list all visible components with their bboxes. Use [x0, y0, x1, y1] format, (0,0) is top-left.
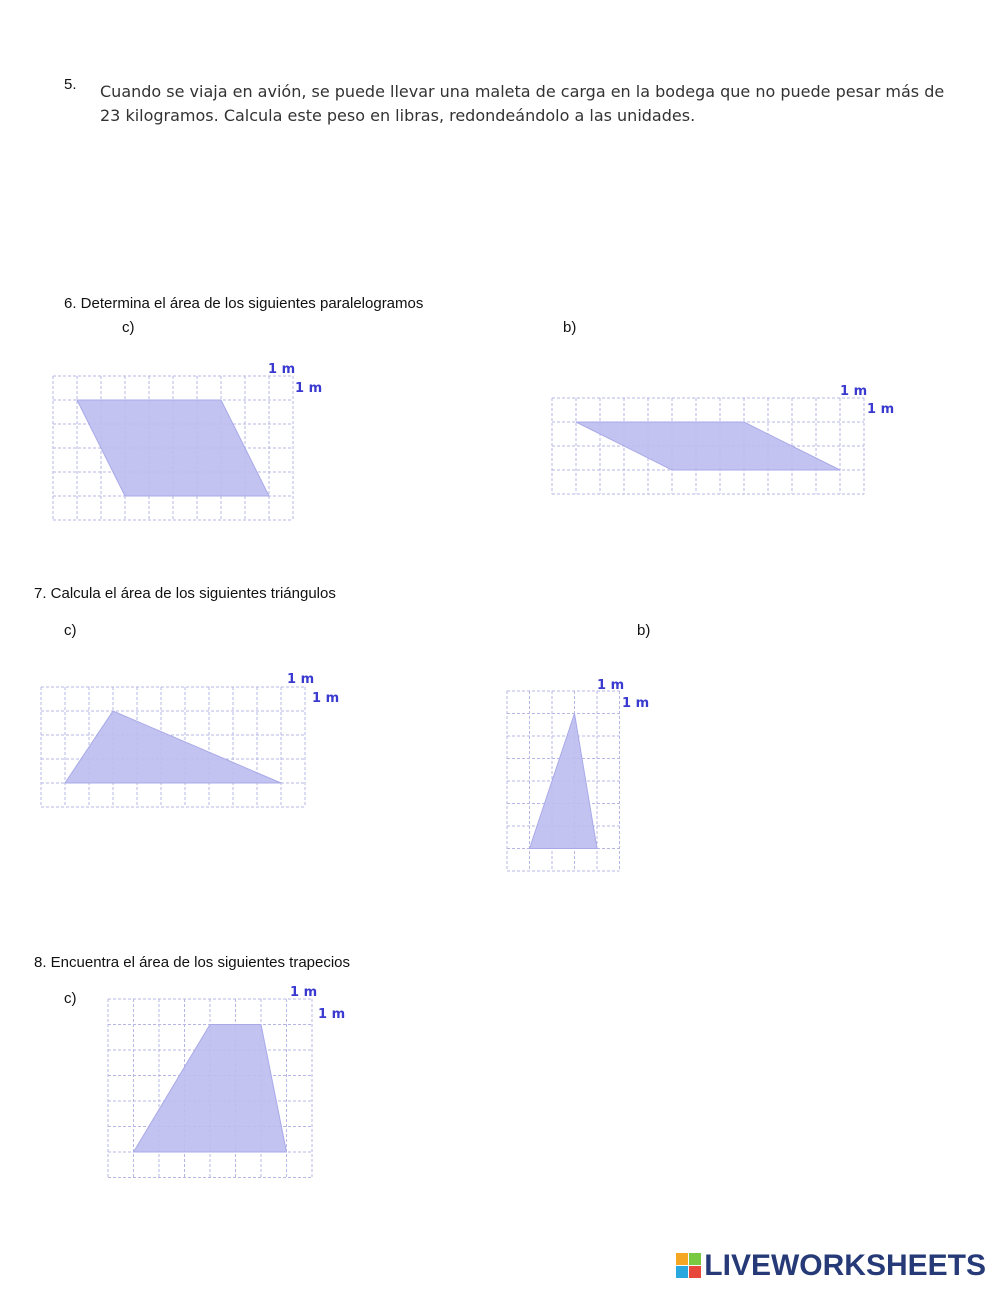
triangle-b-figure: [506, 676, 656, 851]
parallelogram-b-figure: [551, 380, 901, 490]
triangle-c-shape: [65, 711, 281, 783]
liveworksheets-logo: [676, 1246, 986, 1286]
question-7-label-c: c): [64, 622, 77, 639]
liveworksheets-logo-icon: [676, 1253, 702, 1279]
unit-label-horizontal: 1 m: [287, 672, 315, 687]
unit-label-vertical: 1 m: [312, 691, 340, 706]
question-5-text: [100, 80, 945, 128]
unit-label-horizontal: 1 m: [290, 985, 318, 1000]
trapezoid-c-shape: [134, 1025, 287, 1153]
unit-label-vertical: 1 m: [867, 402, 895, 417]
question-7-title: 7. Calcula el área de los siguientes triángulos: [34, 585, 336, 602]
trapezoid-c-figure: [107, 982, 367, 1182]
question-6-label-b: b): [563, 319, 577, 336]
question-5-line-1: Cuando se viaja en avión, se puede llevar una maleta de carga en la bodega que no puede pesar más de: [100, 82, 945, 101]
unit-label-vertical: 1 m: [318, 1007, 346, 1022]
question-5-line-2: 23 kilogramos. Calcula este peso en libras, redondeándolo a las unidades.: [100, 106, 696, 125]
unit-label-vertical: 1 m: [295, 381, 323, 396]
parallelogram-b-shape: [576, 422, 840, 470]
triangle-c-figure: [40, 670, 350, 795]
question-8-title: 8. Encuentra el área de los siguientes trapecios: [34, 954, 351, 971]
parallelogram-c-shape: [77, 400, 269, 496]
question-8-label-c: c): [64, 990, 77, 1007]
unit-label-vertical: 1 m: [622, 696, 650, 711]
question-7-label-b: b): [637, 622, 651, 639]
question-5-number: 5.: [64, 76, 77, 93]
unit-label-horizontal: 1 m: [268, 362, 296, 377]
unit-label-horizontal: 1 m: [597, 678, 625, 693]
parallelogram-c-figure: [52, 360, 342, 520]
unit-label-horizontal: 1 m: [840, 384, 868, 399]
question-6-title: 6. Determina el área de los siguientes paralelogramos: [64, 295, 424, 312]
question-6-label-c: c): [122, 319, 135, 336]
liveworksheets-logo-text: LIVEWORKSHEETS: [704, 1249, 986, 1282]
